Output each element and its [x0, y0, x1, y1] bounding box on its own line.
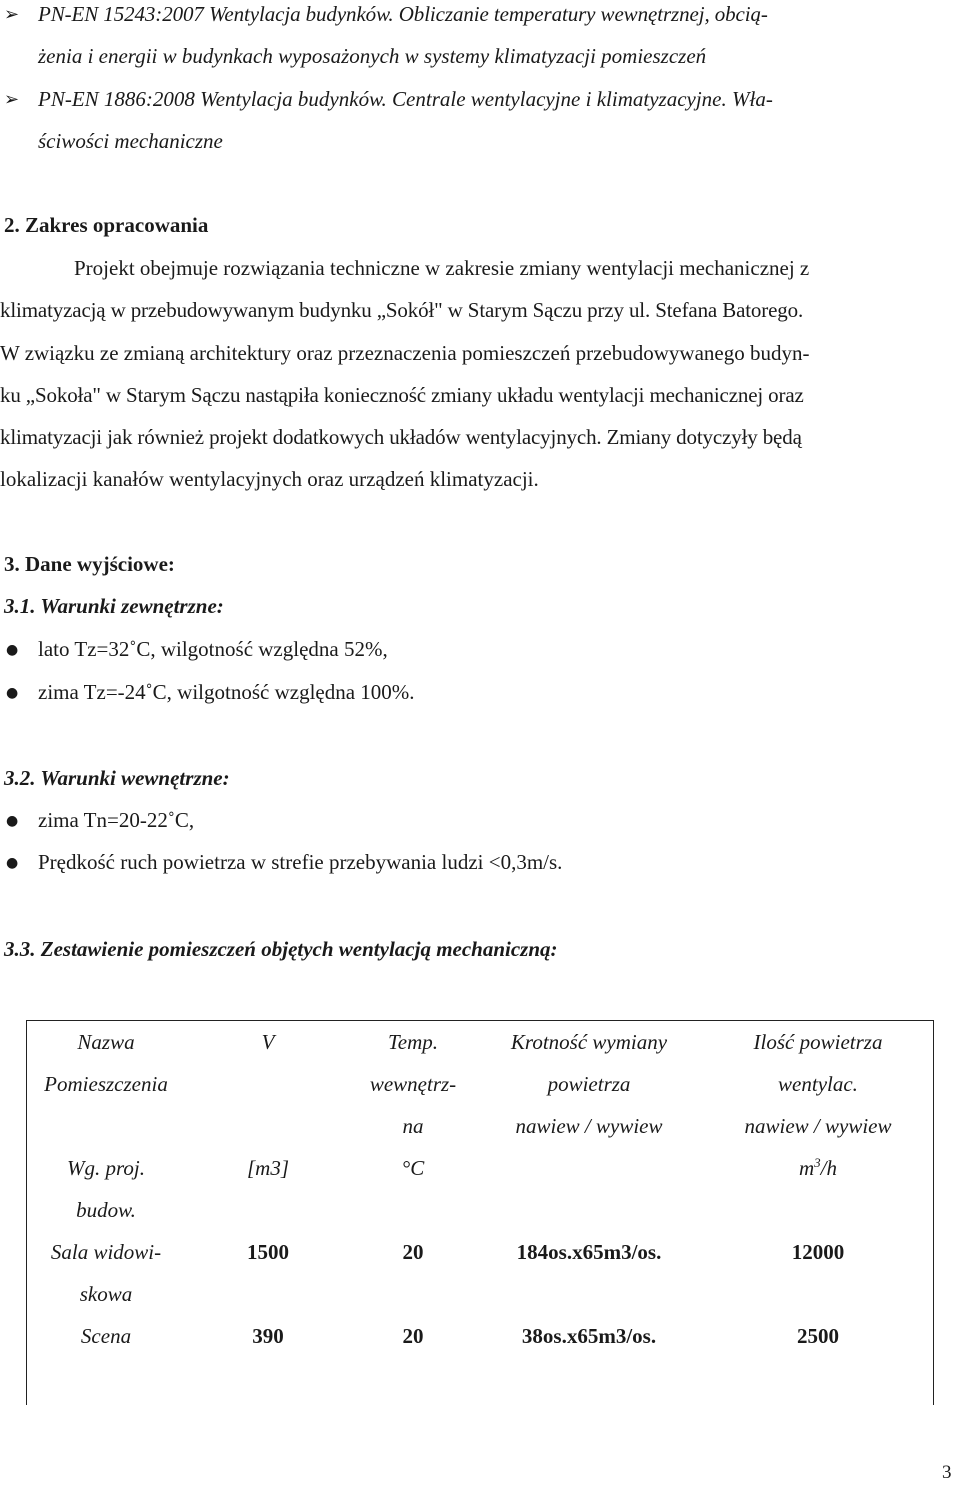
table-row	[26, 1231, 934, 1315]
section-2-paragraph-line: W związku ze zmianą architektury oraz przeznaczenia pomieszczeń przebudowywanego budyn-	[0, 341, 810, 365]
room-name-cell: Scena	[80, 1324, 132, 1348]
bullet-icon: ●	[6, 685, 19, 701]
section-2-paragraph-line: klimatyzacji jak również projekt dodatkowych układów wentylacyjnych. Zmiany dotyczyły będą	[0, 425, 802, 449]
header-cell: Ilość powietrza wentylac. nawiew / wywiew	[702, 1021, 934, 1148]
arrow-bullet-icon: ➢	[4, 4, 20, 25]
unit-cell: Wg. proj. budow.	[67, 1156, 145, 1222]
header-cell: Temp. wewnętrz- na	[350, 1021, 476, 1148]
table-row	[26, 1315, 934, 1357]
air-change-cell: 184os.x65m3/os.	[516, 1240, 662, 1264]
unit-cell: [m3]	[246, 1156, 289, 1180]
unit-cell	[476, 1147, 702, 1231]
section-3-1-heading: 3.1. Warunki zewnętrzne:	[4, 594, 224, 618]
standard-item-1-line1: PN-EN 15243:2007 Wentylacja budynków. Obliczanie temperatury wewnętrznej, obcią-	[38, 2, 768, 26]
section-2-paragraph-line: ku „Sokoła" w Starym Sączu nastąpiła konieczność zmiany układu wentylacji mechanicznej oraz	[0, 383, 804, 407]
section-2-paragraph-line: lokalizacji kanałów wentylacyjnych oraz urządzeń klimatyzacji.	[0, 467, 539, 491]
condition-item: zima Tn=20-22˚C,	[38, 808, 195, 832]
unit-cell: °C	[401, 1156, 425, 1180]
header-cell: V	[186, 1021, 350, 1148]
section-3-2-heading: 3.2. Warunki wewnętrzne:	[4, 766, 230, 790]
condition-item: lato Tz=32˚C, wilgotność względna 52%,	[38, 637, 388, 661]
room-name-cell: Sala widowi- skowa	[50, 1240, 162, 1306]
bullet-icon: ●	[6, 642, 19, 658]
header-cell: Nazwa Pomieszczenia	[26, 1021, 186, 1148]
standard-item-2-line2: ściwości mechaniczne	[38, 129, 223, 153]
standard-item-2-line1: PN-EN 1886:2008 Wentylacja budynków. Centrale wentylacyjne i klimatyzacyjne. Wła-	[38, 87, 773, 111]
air-change-cell: 38os.x65m3/os.	[521, 1324, 657, 1348]
section-3-3-heading: 3.3. Zestawienie pomieszczeń objętych wentylacją mechaniczną:	[4, 937, 558, 961]
header-cell: Krotność wymiany powietrza nawiew / wywiew	[476, 1021, 702, 1148]
unit-cell: $m^3/h$	[798, 1155, 837, 1180]
bullet-icon: ●	[6, 813, 19, 829]
air-volume-cell: 12000	[791, 1240, 845, 1264]
volume-cell: 1500	[247, 1240, 289, 1264]
condition-item: zima Tz=-24˚C, wilgotność względna 100%.	[38, 680, 415, 704]
table-units-row	[26, 1147, 934, 1231]
section-2-paragraph-line: Projekt obejmuje rozwiązania techniczne w zakresie zmiany wentylacji mechanicznej z	[74, 256, 810, 280]
page-number: 3	[942, 1462, 952, 1483]
bullet-icon: ●	[6, 855, 19, 871]
section-3-heading: 3. Dane wyjściowe:	[4, 552, 175, 576]
air-volume-cell: 2500	[797, 1324, 839, 1348]
table-header-row	[26, 1021, 934, 1148]
section-2-heading: 2. Zakres opracowania	[4, 213, 209, 237]
arrow-bullet-icon: ➢	[4, 89, 20, 110]
condition-item: Prędkość ruch powietrza w strefie przebywania ludzi <0,3m/s.	[38, 850, 563, 874]
rooms-table	[26, 1020, 934, 1357]
temperature-cell: 20	[402, 1240, 424, 1264]
section-2-paragraph-line: klimatyzacją w przebudowywanym budynku „Sokół" w Starym Sączu przy ul. Stefana Batorego.	[0, 298, 804, 322]
standard-item-1-line2: żenia i energii w budynkach wyposażonych w systemy klimatyzacji pomieszczeń	[38, 44, 707, 68]
volume-cell: 390	[252, 1324, 284, 1348]
temperature-cell: 20	[402, 1324, 424, 1348]
